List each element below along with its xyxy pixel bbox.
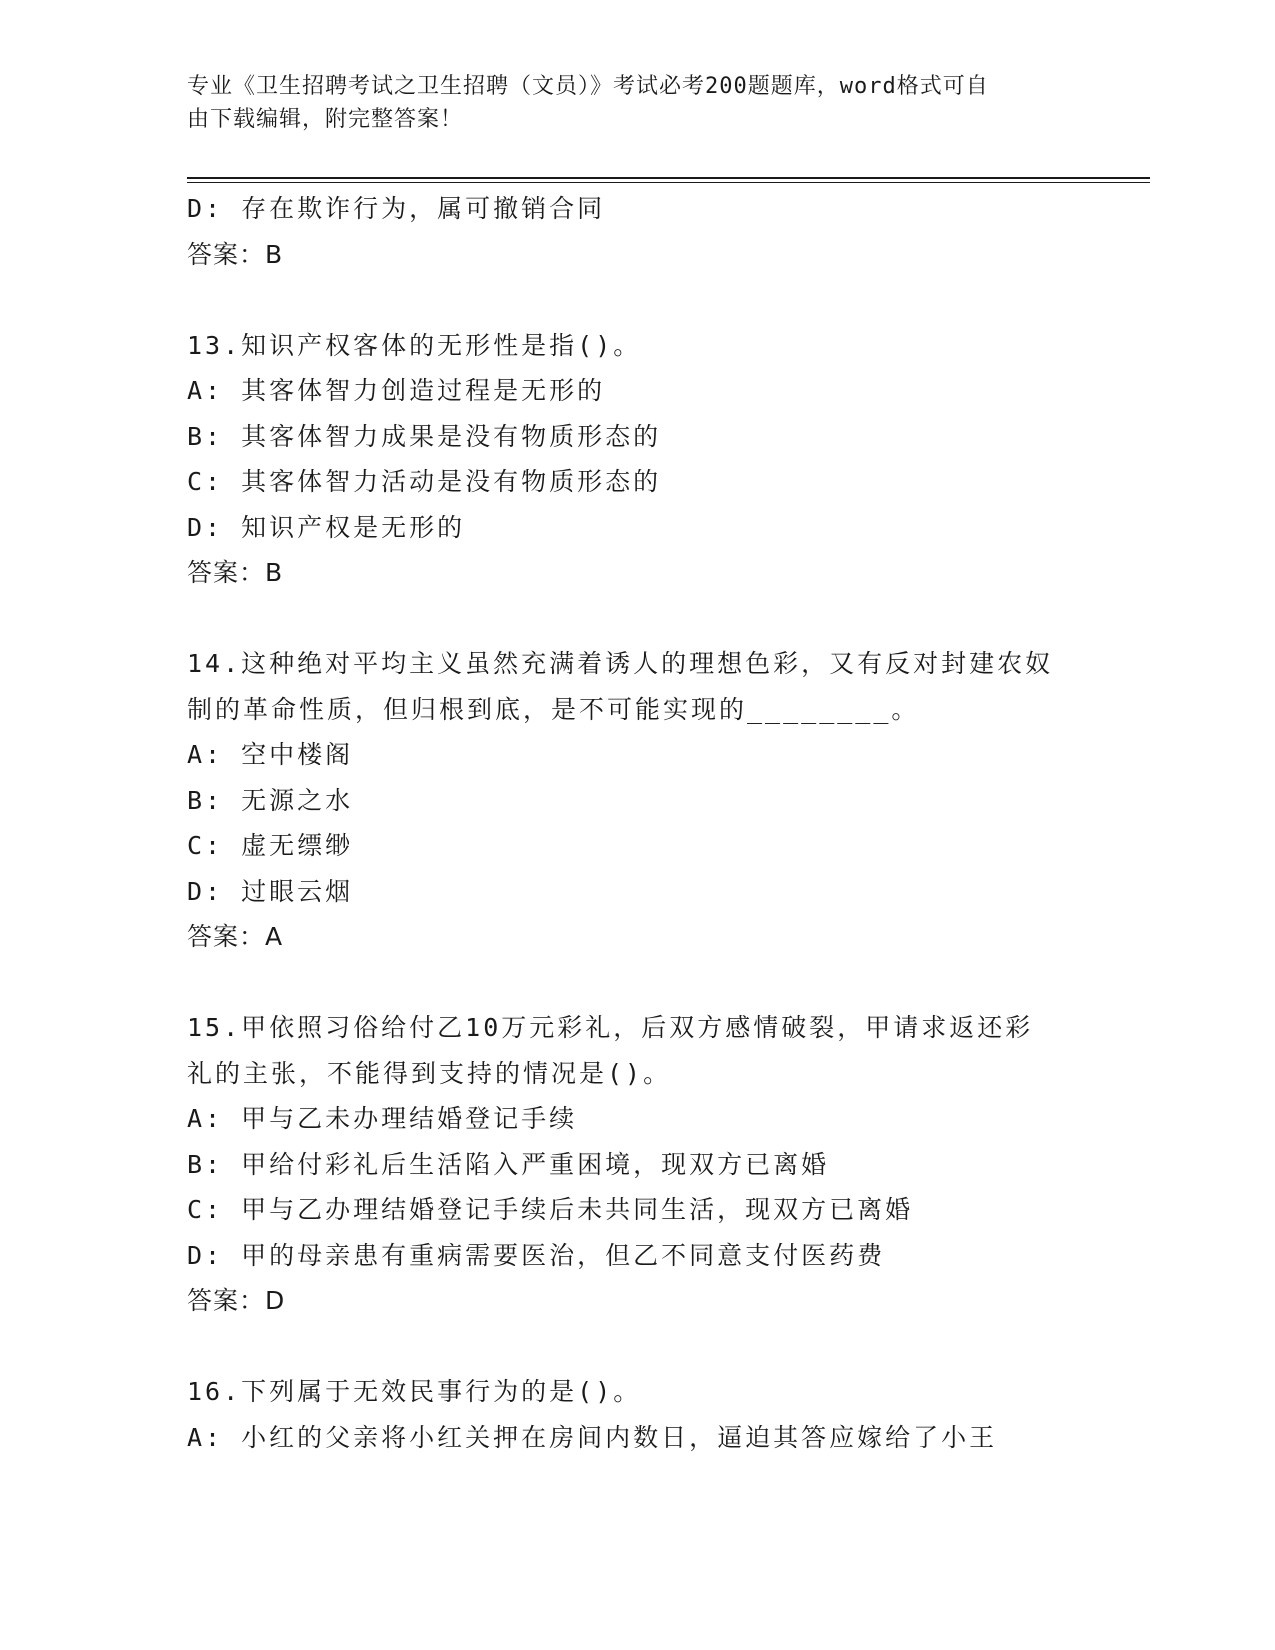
- answer-label: 答案：D: [187, 1286, 286, 1315]
- question-15: [187, 1005, 1087, 1324]
- header-divider-thin: [187, 182, 1150, 183]
- question-stem-line-2: 礼的主张，不能得到支持的情况是()。: [187, 1058, 672, 1088]
- answer-label: 答案：A: [187, 922, 284, 951]
- option-a: A: 小红的父亲将小红关押在房间内数日，逼迫其答应嫁给了小王: [187, 1422, 998, 1452]
- question-14: [187, 641, 1087, 960]
- option-b: B: 无源之水: [187, 785, 354, 815]
- question-stem-line-1: 15.甲依照习俗给付乙10万元彩礼，后双方感情破裂，甲请求返还彩: [187, 1013, 1034, 1042]
- spacer: [187, 277, 1087, 323]
- spacer: [187, 1324, 1087, 1370]
- option-a: A: 甲与乙未办理结婚登记手续: [187, 1104, 578, 1133]
- question-stem: 16.下列属于无效民事行为的是()。: [187, 1377, 642, 1406]
- question-12-tail: [187, 186, 1087, 277]
- option-d: D: 甲的母亲患有重病需要医治，但乙不同意支付医药费: [187, 1240, 886, 1270]
- question-stem-line-2: 制的革命性质，但归根到底，是不可能实现的________。: [187, 694, 920, 724]
- spacer: [187, 960, 1087, 1006]
- option-d: D: 过眼云烟: [187, 876, 354, 906]
- answer-label: 答案：B: [187, 239, 284, 269]
- header-title-line-1: 专业《卫生招聘考试之卫生招聘（文员）》考试必考200题题库，word格式可自: [187, 74, 989, 99]
- option-b: B: 其客体智力成果是没有物质形态的: [187, 421, 662, 451]
- question-stem: 13.知识产权客体的无形性是指()。: [187, 330, 642, 360]
- question-stem-line-1: 14.这种绝对平均主义虽然充满着诱人的理想色彩，又有反对封建农奴: [187, 649, 1054, 678]
- option-a: A: 其客体智力创造过程是无形的: [187, 376, 606, 405]
- option-d: D: 存在欺诈行为，属可撤销合同: [187, 194, 606, 223]
- option-c: C: 虚无缥缈: [187, 831, 354, 860]
- option-b: B: 甲给付彩礼后生活陷入严重困境，现双方已离婚: [187, 1149, 830, 1179]
- question-list: [187, 186, 1087, 1460]
- header-title-line-2: 由下载编辑，附完整答案！: [187, 107, 464, 132]
- question-16: [187, 1369, 1087, 1460]
- option-c: C: 其客体智力活动是没有物质形态的: [187, 467, 662, 496]
- option-c: C: 甲与乙办理结婚登记手续后未共同生活，现双方已离婚: [187, 1195, 914, 1224]
- header-divider-thick: [187, 177, 1150, 179]
- option-d: D: 知识产权是无形的: [187, 512, 466, 542]
- option-a: A: 空中楼阁: [187, 740, 354, 769]
- question-13: [187, 323, 1087, 596]
- answer-label: 答案：B: [187, 558, 284, 587]
- spacer: [187, 596, 1087, 642]
- document-header: [187, 70, 1067, 136]
